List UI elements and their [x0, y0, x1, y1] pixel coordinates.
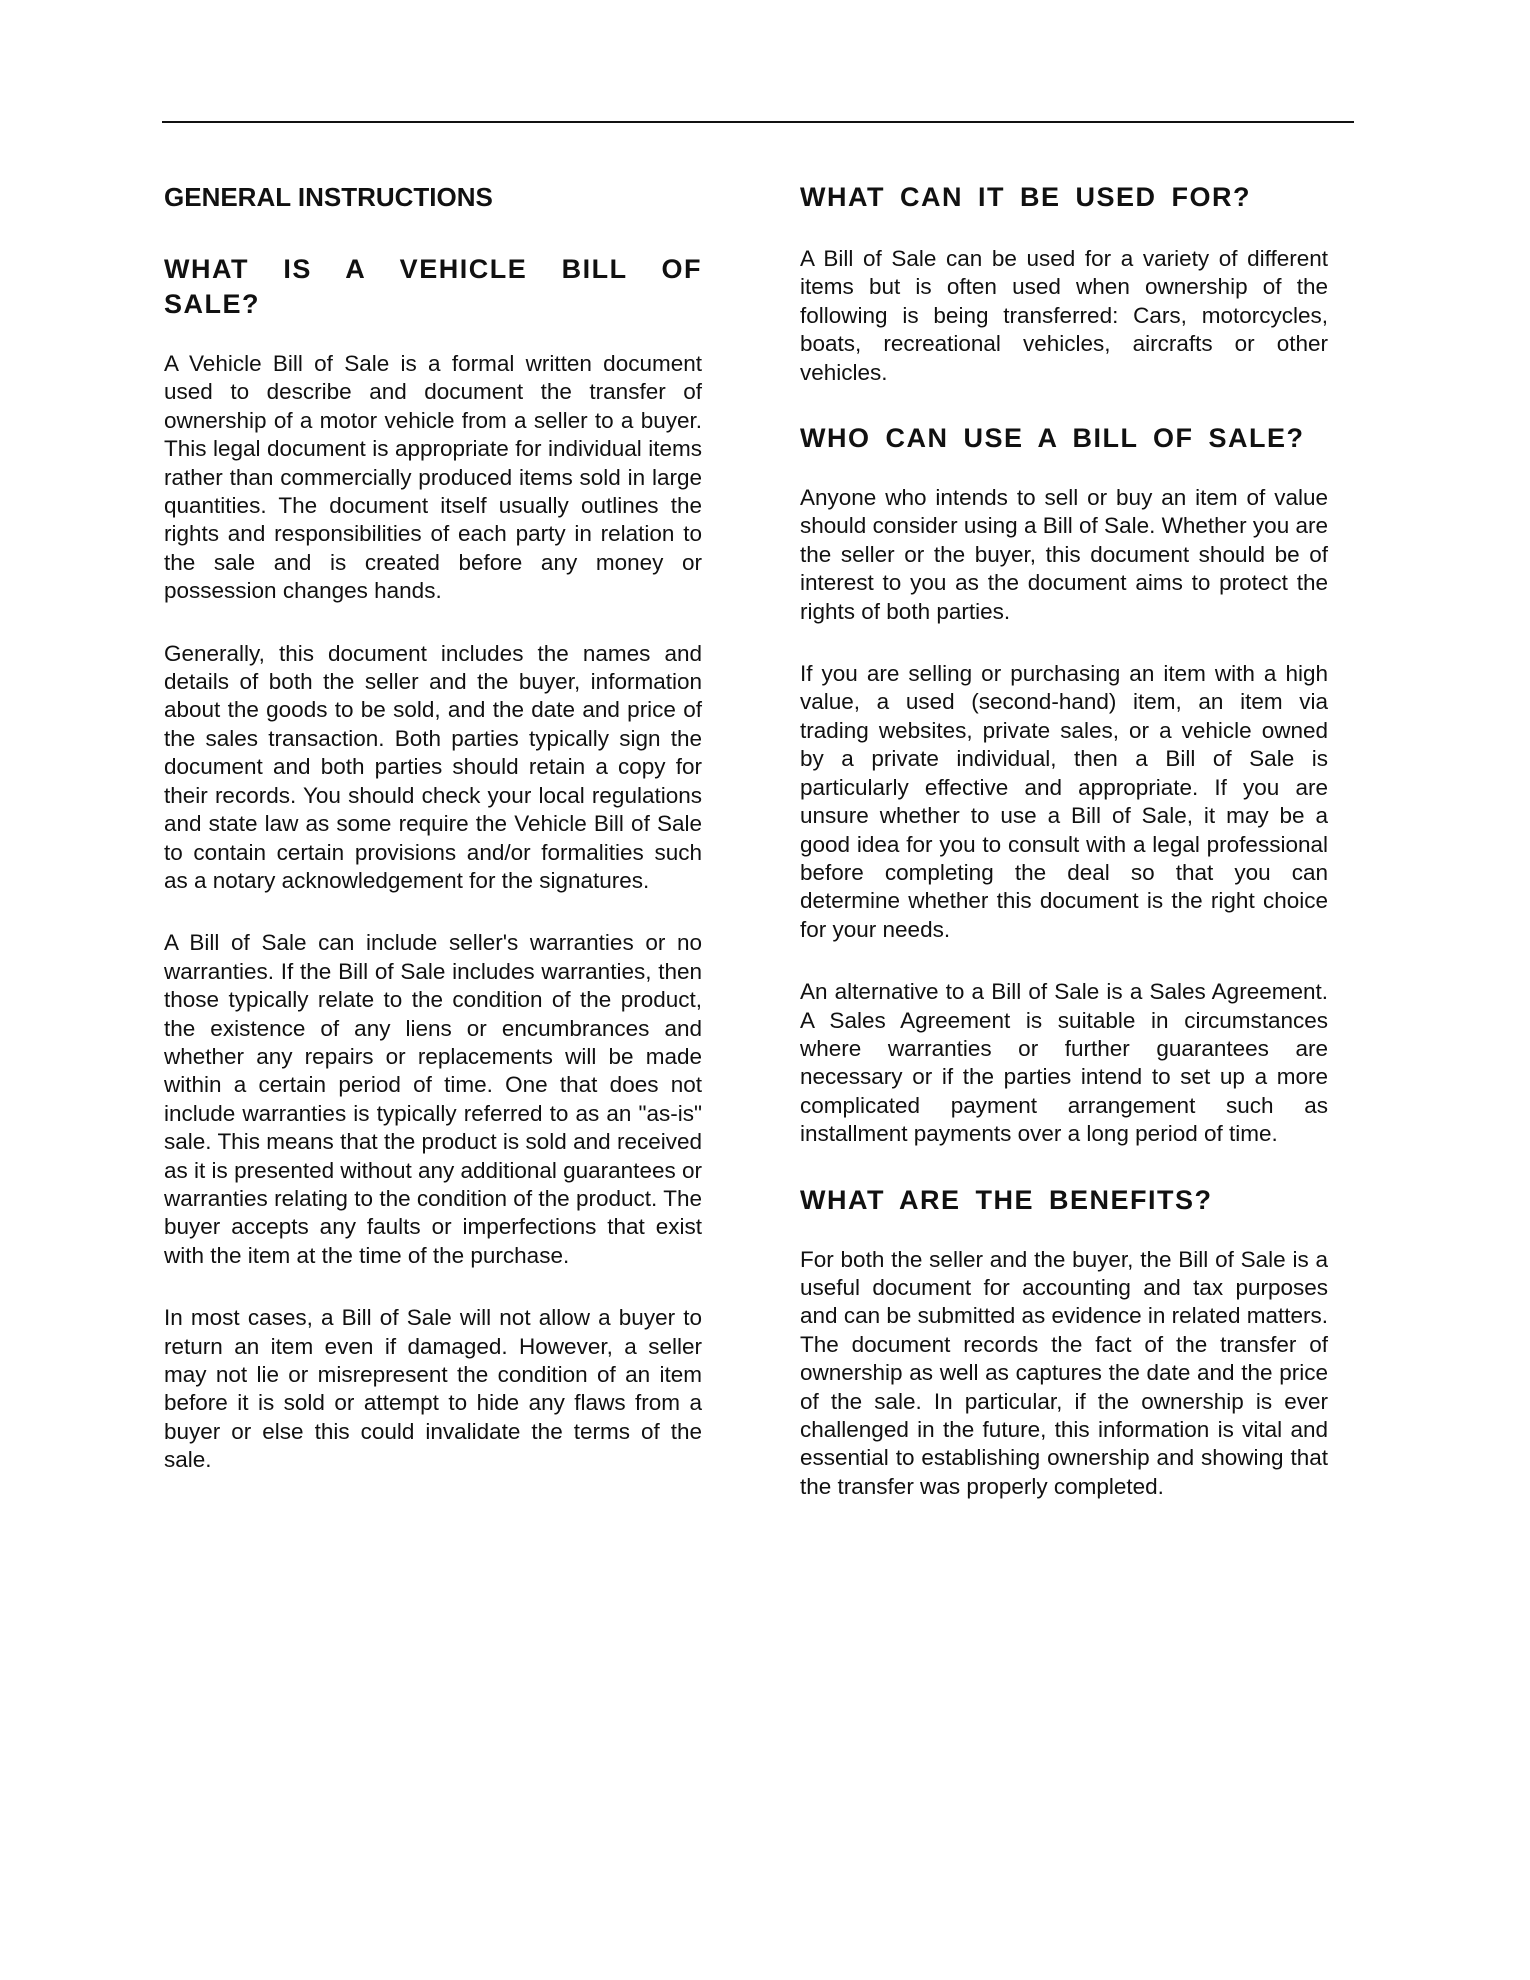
contents-paragraph: Generally, this document includes the names and details of both the seller and the buyer, information about the goods to be sold, and the date and price of the sales transaction. Both parties typically sign the document and both parties should retain a copy for their records. You should check your local regulations and state law as some require the Vehicle Bill of Sale to contain certain provisions and/or formalities such as a notary acknowledgement for the signatures.	[164, 640, 702, 893]
who-can-use-heading: WHO CAN USE A BILL OF SALE?	[800, 423, 1305, 454]
who-paragraph: Anyone who intends to sell or buy an item of value should consider using a Bill of Sale. Whether you are the seller or the buyer, this document should be of interest to you as the document aims to protect the rights of both parties.	[800, 485, 1328, 624]
alternative-paragraph: An alternative to a Bill of Sale is a Sales Agreement. A Sales Agreement is suitable in circumstances where warranties or further guarantees are necessary or if the parties intend to set up a more complicated payment arrangement such as installment payments over a long period of time.	[800, 979, 1328, 1147]
general-instructions-heading: GENERAL INSTRUCTIONS	[164, 182, 493, 212]
benefits-heading: WHAT ARE THE BENEFITS?	[800, 1184, 1213, 1215]
what-can-it-be-used-for-heading: WHAT CAN IT BE USED FOR?	[800, 182, 1251, 212]
returns-paragraph: In most cases, a Bill of Sale will not allow a buyer to return an item even if damaged. However, a seller may not lie or misrepresent the condition of an item before it is sold or attempt to hide any flaws from a buyer or else this could invalidate the terms of the sale.	[164, 1305, 702, 1473]
benefits-paragraph: For both the seller and the buyer, the Bill of Sale is a useful document for accounting and tax purposes and can be submitted as evidence in related matters. The document records the fact of the transfer of ownership as well as captures the date and the price of the sale. In particular, if the ownership is ever challenged in the future, this information is vital and essential to establishing ownership and showing that the transfer was properly completed.	[800, 1246, 1328, 1499]
right-column	[800, 180, 1328, 1535]
uses-paragraph: A Bill of Sale can be used for a variety of different items but is often used when ownership of the following is being transferred: Cars, motorcycles, boats, recreational vehicles, aircrafts or other vehicles.	[800, 246, 1328, 385]
definition-paragraph: A Vehicle Bill of Sale is a formal written document used to describe and document the transfer of ownership of a motor vehicle from a seller to a buyer. This legal document is appropriate for individual items rather than commercially produced items sold in large quantities. The document itself usually outlines the rights and responsibilities of each party in relation to the sale and is created before any money or possession changes hands.	[164, 351, 702, 604]
warranties-paragraph: A Bill of Sale can include seller's warranties or no warranties. If the Bill of Sale includes warranties, then those typically relate to the condition of the product, the existence of any liens or encumbrances and whether any repairs or replacements will be made within a certain period of time. One that does not include warranties is typically referred to as an "as-is" sale. This means that the product is sold and received as it is presented without any additional guarantees or warranties relating to the condition of the product. The buyer accepts any faults or imperfections that exist with the item at the time of the purchase.	[164, 930, 702, 1268]
what-is-vehicle-bill-of-sale-heading: WHAT IS A VEHICLE BILL OF SALE?	[164, 254, 702, 319]
when-paragraph: If you are selling or purchasing an item with a high value, a used (second-hand) item, an item via trading websites, private sales, or a vehicle owned by a private individual, then a Bill of Sale is particularly effective and appropriate. If you are unsure whether to use a Bill of Sale, it may be a good idea for you to consult with a legal professional before completing the deal so that you can determine whether this document is the right choice for your needs.	[800, 661, 1328, 942]
top-rule	[162, 121, 1354, 123]
left-column	[164, 180, 702, 1509]
